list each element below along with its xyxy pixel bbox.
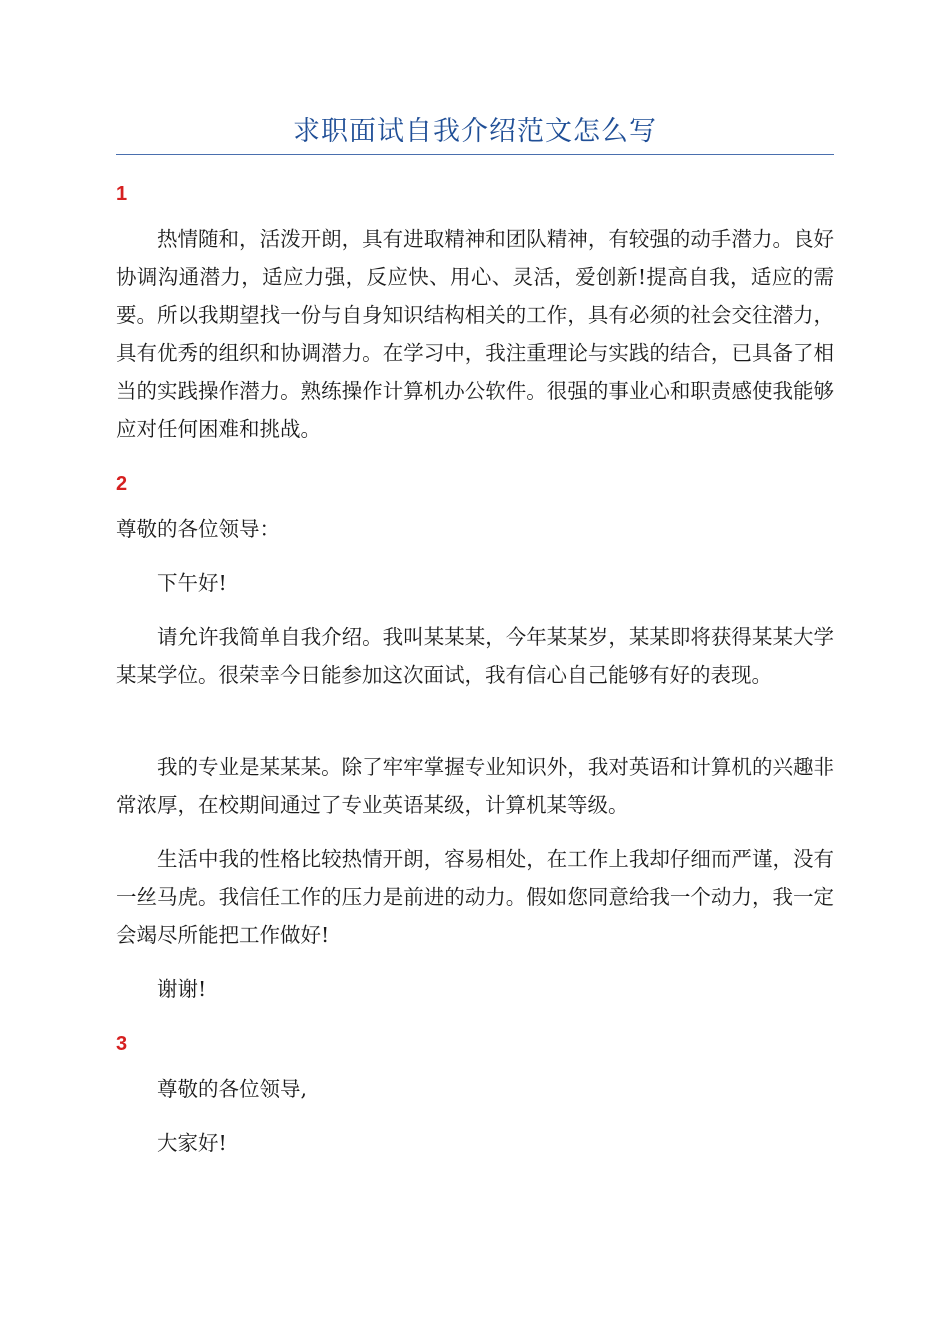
section-number-3: 3 xyxy=(116,1033,128,1055)
title-underline xyxy=(116,154,834,155)
document-title: 求职面试自我介绍范文怎么写 xyxy=(293,116,657,147)
paragraph: 热情随和，活泼开朗，具有进取精神和团队精神，有较强的动手潜力。良好协调沟通潜力，适应力强，反应快、用心、灵活，爱创新!提高自我，适应的需要。所以我期望找一份与自身知识结构相关的工作，具有必须的社会交往潜力，具有优秀的组织和协调潜力。在学习中，我注重理论与实践的结合，已具备了相当的实践操作潜力。熟练操作计算机办公软件。很强的事业心和职责感使我能够应对任何困难和挑战。 xyxy=(116,227,834,441)
paragraph: 请允许我简单自我介绍。我叫某某某，今年某某岁，某某即将获得某某大学某某学位。很荣幸今日能参加这次面试，我有信心自己能够有好的表现。 xyxy=(116,625,834,687)
salutation: 尊敬的各位领导, xyxy=(157,1077,308,1101)
paragraph: 生活中我的性格比较热情开朗，容易相处，在工作上我却仔细而严谨，没有一丝马虎。我信任工作的压力是前进的动力。假如您同意给我一个动力，我一定会竭尽所能把工作做好! xyxy=(116,847,834,947)
section-number-2: 2 xyxy=(116,473,128,495)
greeting: 大家好! xyxy=(157,1131,227,1155)
greeting: 下午好! xyxy=(157,571,227,595)
closing: 谢谢! xyxy=(157,977,207,1001)
salutation: 尊敬的各位领导： xyxy=(116,517,280,541)
section-number-1: 1 xyxy=(116,183,128,205)
paragraph: 我的专业是某某某。除了牢牢掌握专业知识外，我对英语和计算机的兴趣非常浓厚，在校期间通过了专业英语某级，计算机某等级。 xyxy=(116,755,834,817)
